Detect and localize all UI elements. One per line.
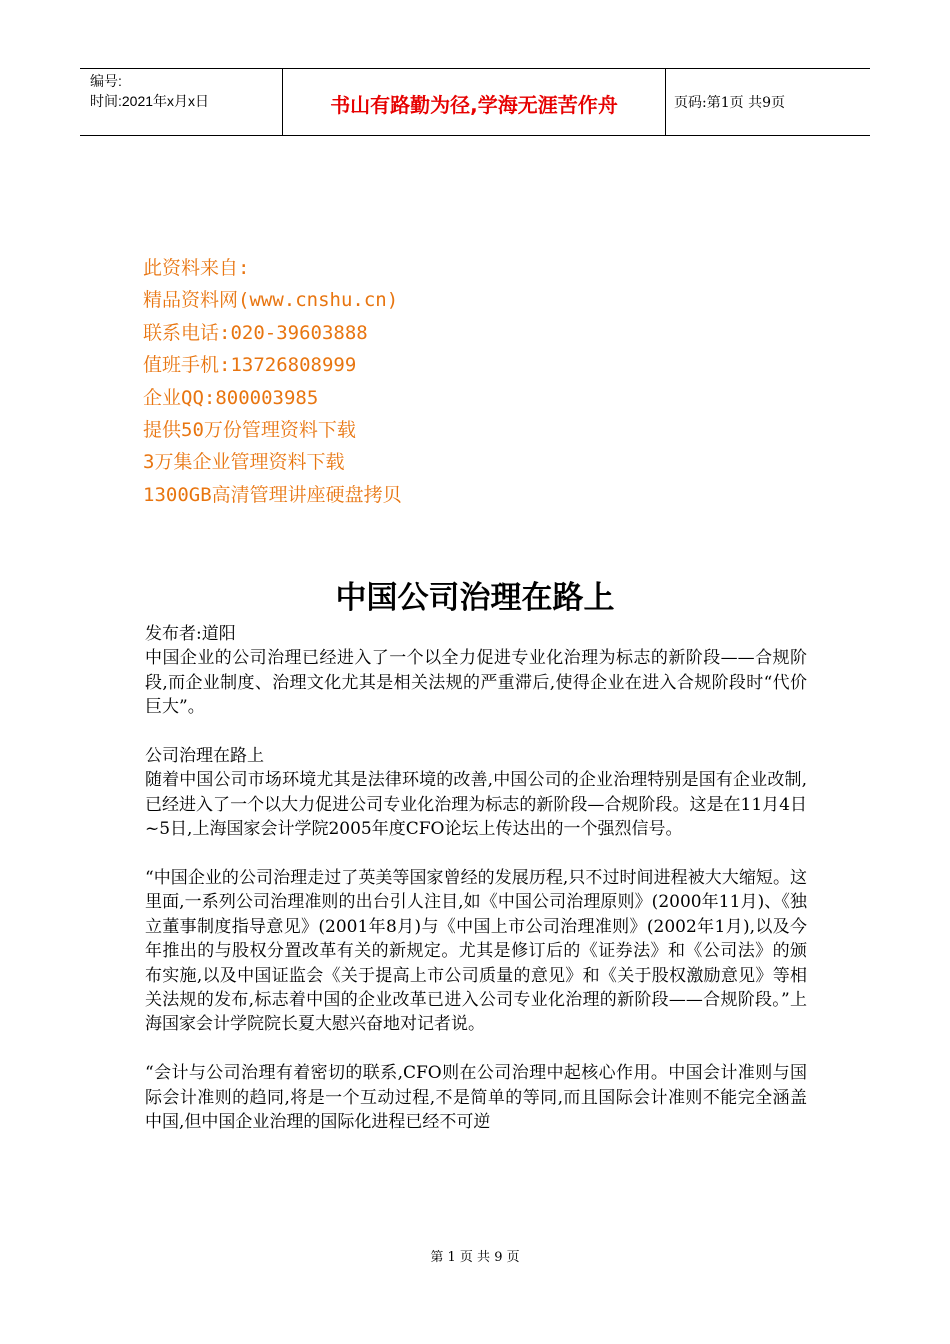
- header-table: [80, 68, 870, 136]
- article-paragraph: 随着中国公司市场环境尤其是法律环境的改善,中国公司的企业治理特别是国有企业改制,已经进入了一个以大力促进公司专业化治理为标志的新阶段—合规阶段。这是在11月4日~5日,上海国家会计学院2005年度CFO论坛上传达出的一个强烈信号。: [145, 770, 807, 840]
- article-title: 中国公司治理在路上: [335, 580, 615, 616]
- header-page-info: 页码:第1页 共9页: [674, 95, 785, 111]
- document-date-label: 时间:2021年x月x日: [90, 93, 210, 109]
- article-author: 发布者:道阳: [145, 624, 236, 644]
- header-motto: 书山有路勤为径,学海无涯苦作舟: [283, 69, 666, 135]
- document-number-label: 编号:: [90, 73, 122, 89]
- page-footer: 第 1 页 共 9 页: [430, 1250, 520, 1265]
- article-body: [145, 622, 807, 1134]
- promo-website-link[interactable]: 精品资料网(www.cnshu.cn): [143, 289, 399, 312]
- promo-line: 3万集企业管理资料下载: [143, 451, 345, 474]
- article-paragraph: 中国企业的公司治理已经进入了一个以全力促进专业化治理为标志的新阶段——合规阶段,而企业制度、治理文化尤其是相关法规的严重滞后,使得企业在进入合规阶段时“代价巨大”。: [145, 648, 807, 718]
- article-paragraph: “会计与公司治理有着密切的联系,CFO则在公司治理中起核心作用。中国会计准则与国际会计准则的趋同,将是一个互动过程,不是简单的等同,而且国际会计准则不能完全涵盖中国,但中国企业治理的国际化进程已经不可逆: [145, 1063, 807, 1133]
- promo-line: 此资料来自:: [143, 257, 250, 279]
- article-paragraph: “中国企业的公司治理走过了英美等国家曾经的发展历程,只不过时间进程被大大缩短。这里面,一系列公司治理准则的出台引人注目,如《中国公司治理原则》(2000年11月)、《独立董事制度指导意见》(2001年8月)与《中国上市公司治理准则》(2002年1月),以及今年推出的与股权分置改革有关的新规定。尤其是修订后的《证券法》和《公司法》的颁布实施,以及中国证监会《关于提高上市公司质量的意见》和《关于股权激励意见》等相关法规的发布,标志着中国的企业改革已进入公司专业化治理的新阶段——合规阶段。”上海国家会计学院院长夏大慰兴奋地对记者说。: [145, 868, 807, 1035]
- promo-phone: 联系电话:020-39603888: [143, 321, 368, 344]
- section-heading: 公司治理在路上: [145, 746, 264, 767]
- promo-line: 提供50万份管理资料下载: [143, 419, 356, 442]
- promo-qq: 企业QQ:800003985: [143, 386, 319, 409]
- promo-line: 1300GB高清管理讲座硬盘拷贝: [143, 483, 402, 506]
- promo-block: [143, 252, 402, 511]
- promo-mobile: 值班手机:13726808999: [143, 354, 357, 377]
- header-meta-cell: [80, 69, 283, 135]
